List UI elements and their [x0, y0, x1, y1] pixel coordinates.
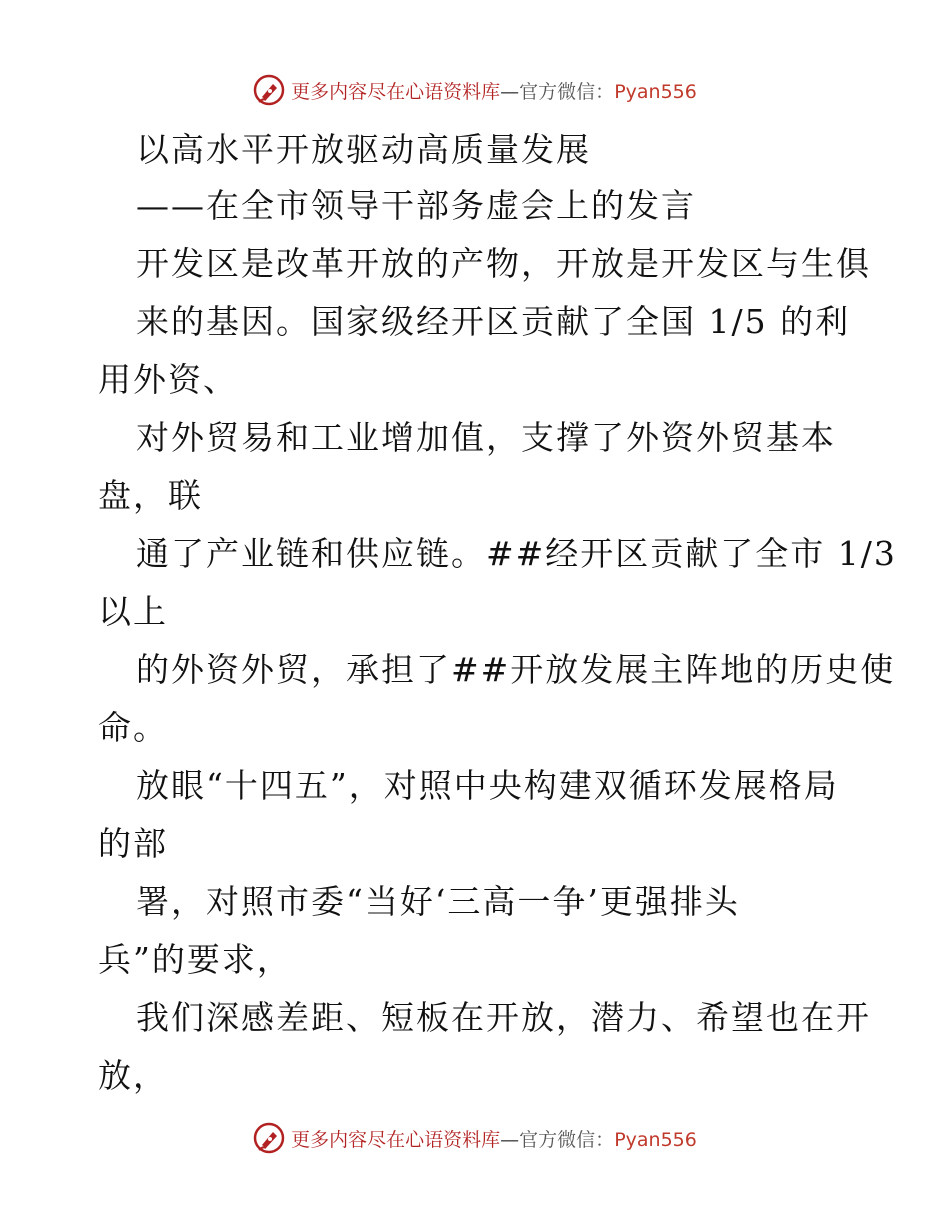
paragraph-line: 盘，联	[98, 476, 203, 515]
paragraph-line: 来的基因。国家级经开区贡献了全国 1/5 的利	[136, 302, 851, 341]
paragraph-line: 的部	[98, 824, 168, 863]
paragraph-line: 开发区是改革开放的产物，开放是开发区与生俱	[136, 244, 871, 283]
pen-nib-logo-icon	[253, 1122, 285, 1154]
document-title: 以高水平开放驱动高质量发展	[136, 130, 591, 169]
paragraph-line: 我们深感差距、短板在开放，潜力、希望也在开	[136, 998, 871, 1037]
paragraph-line: 署，对照市委“当好‘三高一争’更强排头	[136, 882, 740, 921]
paragraph-line: 的外资外贸，承担了##开放发展主阵地的历史使	[136, 650, 896, 689]
watermark-text: 更多内容尽在心语资料库—官方微信：Pyan556	[291, 80, 697, 103]
paragraph-line: 对外贸易和工业增加值，支撑了外资外贸基本	[136, 418, 836, 457]
paragraph-line: 命。	[98, 708, 168, 747]
paragraph-line: 兵”的要求，	[98, 940, 292, 979]
pen-nib-logo-icon	[253, 74, 285, 106]
document-subtitle: ——在全市领导干部务虚会上的发言	[136, 186, 696, 225]
paragraph-line: 放眼“十四五”，对照中央构建双循环发展格局	[136, 766, 839, 805]
watermark-text: 更多内容尽在心语资料库—官方微信：Pyan556	[291, 1128, 697, 1151]
header-watermark	[0, 70, 950, 110]
footer-watermark	[0, 1118, 950, 1158]
paragraph-line: 用外资、	[98, 360, 238, 399]
paragraph-line: 放，	[98, 1056, 168, 1095]
paragraph-line: 通了产业链和供应链。##经开区贡献了全市 1/3	[136, 534, 897, 573]
paragraph-line: 以上	[98, 592, 168, 631]
